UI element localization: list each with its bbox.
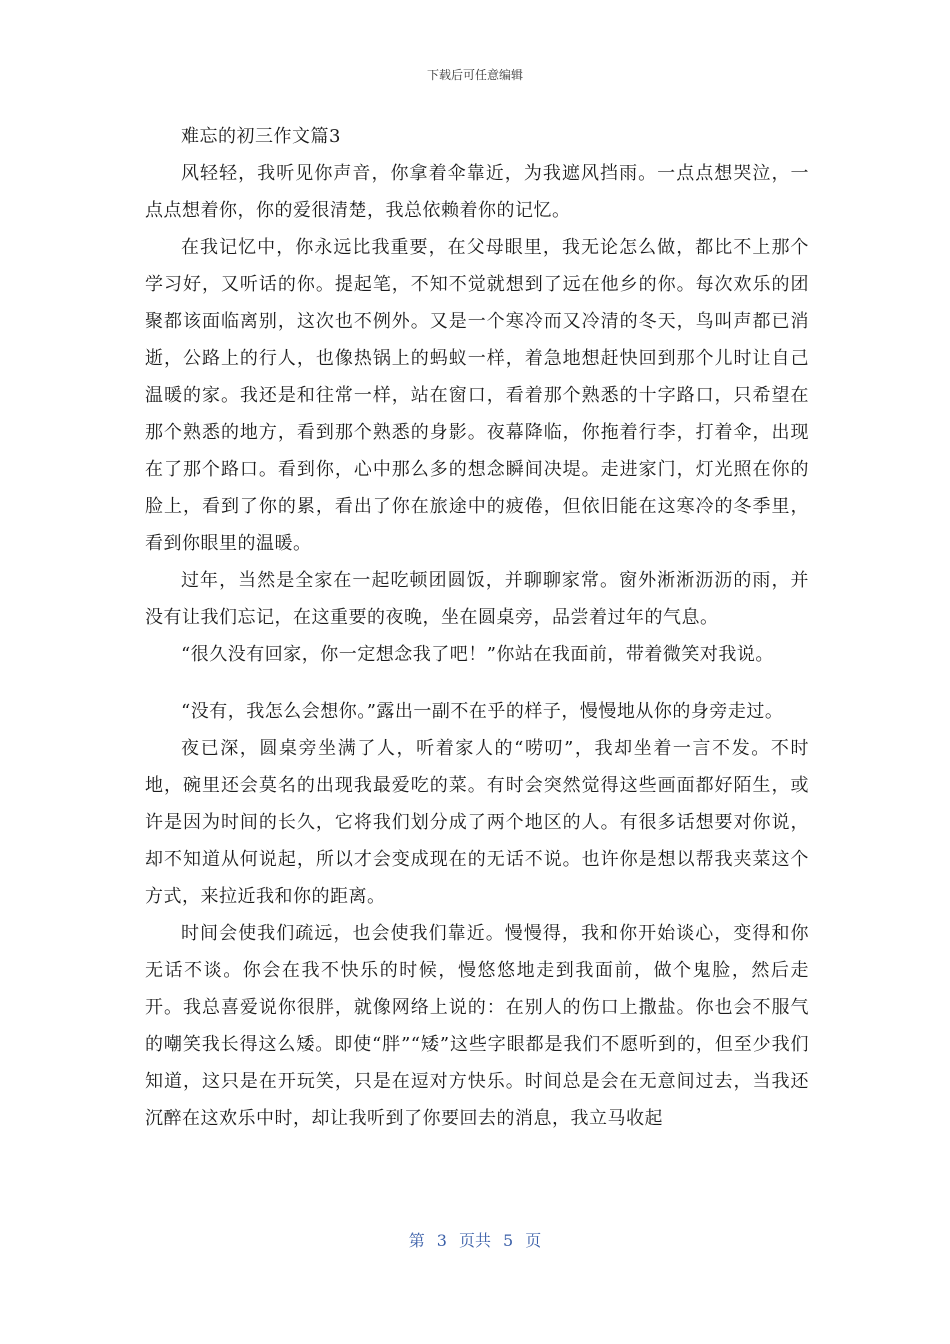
page-footer [0,1228,950,1251]
paragraph: “没有，我怎么会想你。”露出一副不在乎的样子，慢慢地从你的身旁走过。 [181,701,784,722]
paragraph: “很久没有回家，你一定想念我了吧！”你站在我面前，带着微笑对我说。 [181,644,774,665]
footer-suffix: 页 [525,1231,542,1250]
paragraph: 风轻轻，我听见你声音，你拿着伞靠近，为我遮风挡雨。一点点想哭泣，一点点想着你，你的爱很清楚，我总依赖着你的记忆。 [145,163,809,221]
paragraph: 过年，当然是全家在一起吃顿团圆饭，并聊聊家常。窗外淅淅沥沥的雨，并没有让我们忘记，在这重要的夜晚，坐在圆桌旁，品尝着过年的气息。 [145,570,809,628]
footer-middle: 页共 [458,1231,491,1250]
essay-title: 难忘的初三作文篇3 [181,126,341,147]
paragraph: 夜已深，圆桌旁坐满了人，听着家人的“唠叨”，我却坐着一言不发。不时地，碗里还会莫名的出现我最爱吃的菜。有时会突然觉得这些画面都好陌生，或许是因为时间的长久，它将我们划分成了两个地区的人。有很多话想要对你说，却不知道从何说起，所以才会变成现在的无话不说。也许你是想以帮我夹菜这个方式，来拉近我和你的距离。 [145,738,809,907]
paragraph: 在我记忆中，你永远比我重要，在父母眼里，我无论怎么做，都比不上那个学习好，又听话的你。提起笔，不知不觉就想到了远在他乡的你。每次欢乐的团聚都该面临离别，这次也不例外。又是一个寒冷而又冷清的冬天，鸟叫声都已消逝，公路上的行人，也像热锅上的蚂蚁一样，着急地想赶快回到那个儿时让自己温暖的家。我还是和往常一样，站在窗口，看着那个熟悉的十字路口，只希望在那个熟悉的地方，看到那个熟悉的身影。夜幕降临，你拖着行李，打着伞，出现在了那个路口。看到你，心中那么多的想念瞬间决堤。走进家门，灯光照在你的脸上，看到了你的累，看出了你在旅途中的疲倦，但依旧能在这寒冷的冬季里，看到你眼里的温暖。 [145,237,809,554]
footer-prefix: 第 [408,1231,425,1250]
paragraph: 时间会使我们疏远，也会使我们靠近。慢慢得，我和你开始谈心，变得和你无话不谈。你会在我不快乐的时候，慢悠悠地走到我面前，做个鬼脸，然后走开。我总喜爱说你很胖，就像网络上说的：在别人的伤口上撒盐。你也会不服气的嘲笑我长得这么矮。即使“胖”“矮”这些字眼都是我们不愿听到的，但至少我们知道，这只是在开玩笑，只是在逗对方快乐。时间总是会在无意间过去，当我还沉醉在这欢乐中时，却让我听到了你要回去的消息，我立马收起 [145,923,809,1129]
page-header: 下载后可任意编辑 [426,68,523,82]
document-body [145,118,809,1137]
footer-current-page: 3 [436,1231,447,1250]
footer-total-pages: 5 [503,1231,514,1250]
